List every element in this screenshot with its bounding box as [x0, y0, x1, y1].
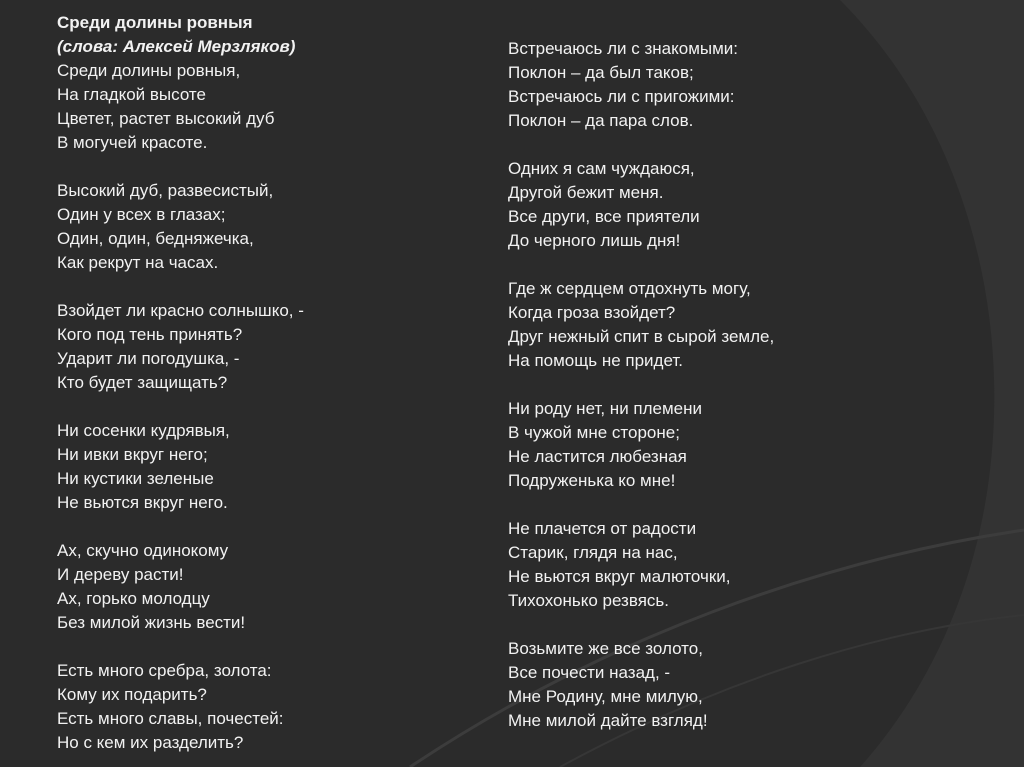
poem-title: Среди долины ровныя [57, 13, 253, 32]
poem-line: Высокий дуб, развесистый, [57, 181, 274, 200]
poem-line: Кому их подарить? [57, 685, 207, 704]
stanza [508, 37, 774, 133]
poem-line: Ни ивки вкруг него; [57, 445, 208, 464]
poem-line: Все други, все приятели [508, 207, 700, 226]
poem-line: Когда гроза взойдет? [508, 303, 676, 322]
poem-line: Без милой жизнь вести! [57, 613, 246, 632]
poem-line: Есть много сребра, золота: [57, 661, 272, 680]
poem-line: Один, один, бедняжечка, [57, 229, 254, 248]
poem-line: Подруженька ко мне! [508, 471, 676, 490]
poem-line: Одних я сам чуждаюся, [508, 159, 695, 178]
poem-heading [57, 11, 304, 155]
poem-line: Поклон – да был таков; [508, 63, 694, 82]
poem-line: Среди долины ровныя, [57, 61, 241, 80]
poem-line: Ни кустики зеленые [57, 469, 214, 488]
poem-line: Все почести назад, - [508, 663, 671, 682]
stanza [57, 179, 304, 275]
poem-line: На гладкой высоте [57, 85, 206, 104]
stanza [57, 419, 304, 515]
poem-line: Старик, глядя на нас, [508, 543, 678, 562]
stanza [57, 659, 304, 755]
poem-line: Не плачется от радости [508, 519, 697, 538]
poem-line: Ударит ли погодушка, - [57, 349, 240, 368]
stanza [508, 157, 774, 253]
stanza [508, 397, 774, 493]
poem-line: Кого под тень принять? [57, 325, 243, 344]
poem-line: Не ластится любезная [508, 447, 687, 466]
stanza [57, 299, 304, 395]
poem-line: Ни роду нет, ни племени [508, 399, 703, 418]
poem-line: Не вьются вкруг малюточки, [508, 567, 731, 586]
poem-line: Кто будет защищать? [57, 373, 228, 392]
stanza [508, 277, 774, 373]
poem-line: Ах, горько молодцу [57, 589, 210, 608]
poem-line: Поклон – да пара слов. [508, 111, 694, 130]
poem-line: Цветет, растет высокий дуб [57, 109, 275, 128]
poem-line: И дереву расти! [57, 565, 184, 584]
poem-line: Возьмите же все золото, [508, 639, 703, 658]
poem-line: Мне Родину, мне милую, [508, 687, 703, 706]
poem-line: Встречаюсь ли с знакомыми: [508, 39, 739, 58]
poem-line: Как рекрут на часах. [57, 253, 219, 272]
poem-line: Ни сосенки кудрявыя, [57, 421, 230, 440]
right-column [508, 37, 774, 733]
poem-line: Но с кем их разделить? [57, 733, 244, 752]
poem-line: Один у всех в глазах; [57, 205, 226, 224]
poem-line: До черного лишь дня! [508, 231, 681, 250]
stanza [508, 517, 774, 613]
poem-line: Есть много славы, почестей: [57, 709, 284, 728]
poem-line: Взойдет ли красно солнышко, - [57, 301, 304, 320]
stanza [57, 539, 304, 635]
poem-line: Другой бежит меня. [508, 183, 664, 202]
poem-line: В чужой мне стороне; [508, 423, 680, 442]
stanza [508, 637, 774, 733]
poem-line: Где ж сердцем отдохнуть могу, [508, 279, 751, 298]
left-column [57, 11, 304, 755]
poem-line: Друг нежный спит в сырой земле, [508, 327, 775, 346]
poem-line: Мне милой дайте взгляд! [508, 711, 708, 730]
poem-line: На помощь не придет. [508, 351, 683, 370]
poem-author: (слова: Алексей Мерзляков) [57, 37, 296, 56]
poem-line: Не вьются вкруг него. [57, 493, 228, 512]
poem-line: Ах, скучно одинокому [57, 541, 229, 560]
poem-line: В могучей красоте. [57, 133, 208, 152]
poem-line: Тихохонько резвясь. [508, 591, 669, 610]
poem-line: Встречаюсь ли с пригожими: [508, 87, 735, 106]
